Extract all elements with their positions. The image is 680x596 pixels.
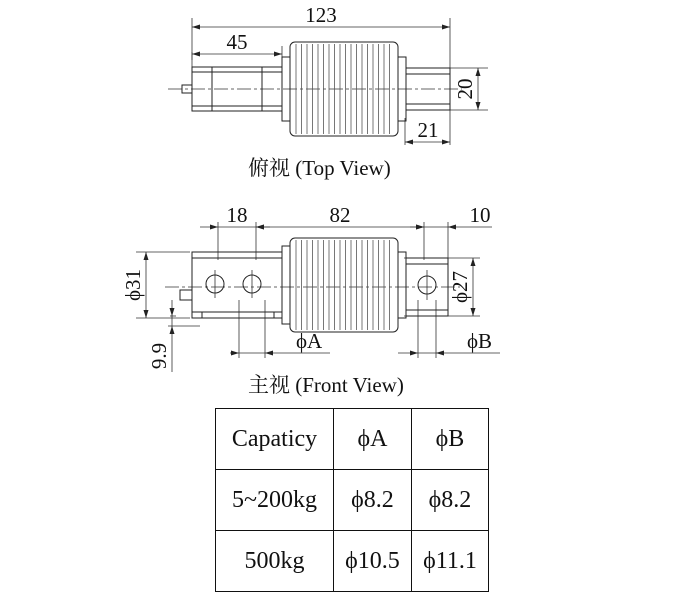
dim-hole-a (230, 300, 330, 358)
cell-phi-b: ϕ11.1 (412, 531, 489, 592)
front-view (121, 203, 500, 397)
dim-label-right-end: 21 (417, 118, 439, 142)
dim-label-hole-b: ϕB (467, 329, 493, 353)
dim-label-left-diameter: ϕ31 (121, 268, 145, 302)
dim-left-span (200, 203, 270, 230)
front-view-part (180, 238, 448, 332)
dim-left-diameter (121, 252, 149, 318)
dim-label-hole-a: ϕA (296, 329, 323, 353)
dim-label-right-diameter: ϕ27 (448, 270, 472, 304)
dim-body-length (256, 203, 424, 230)
dim-label-left-span: 18 (226, 203, 248, 227)
dim-hole-b (398, 300, 500, 358)
dim-left-block (192, 30, 282, 57)
cell-capacity: 500kg (216, 531, 334, 592)
dim-label-right-span: 10 (469, 203, 491, 227)
dim-label-body-length: 82 (329, 203, 351, 227)
spec-table (215, 408, 489, 592)
dim-label-width: 20 (453, 78, 477, 100)
spec-table-header-row (216, 409, 489, 470)
top-view-caption: 俯视 (Top View) (248, 156, 391, 180)
top-view (168, 3, 488, 180)
cell-phi-a: ϕ10.5 (334, 531, 412, 592)
header-phi-a: ϕA (334, 409, 412, 470)
table-row (216, 531, 489, 592)
header-phi-b: ϕB (412, 409, 489, 470)
cell-capacity: 5~200kg (216, 470, 334, 531)
front-view-ribs (296, 240, 390, 330)
front-view-caption: 主视 (Front View) (248, 373, 404, 397)
table-row (216, 470, 489, 531)
dim-label-bottom-offset: 9.9 (147, 342, 171, 370)
dim-label-left-block: 45 (226, 30, 248, 54)
cell-phi-a: ϕ8.2 (334, 470, 412, 531)
dim-right-span (410, 203, 492, 230)
cell-phi-b: ϕ8.2 (412, 470, 489, 531)
dim-overall-length (192, 3, 450, 30)
dim-right-end (405, 118, 450, 145)
dim-label-overall-length: 123 (305, 3, 337, 27)
header-capacity: Capaticy (216, 409, 334, 470)
